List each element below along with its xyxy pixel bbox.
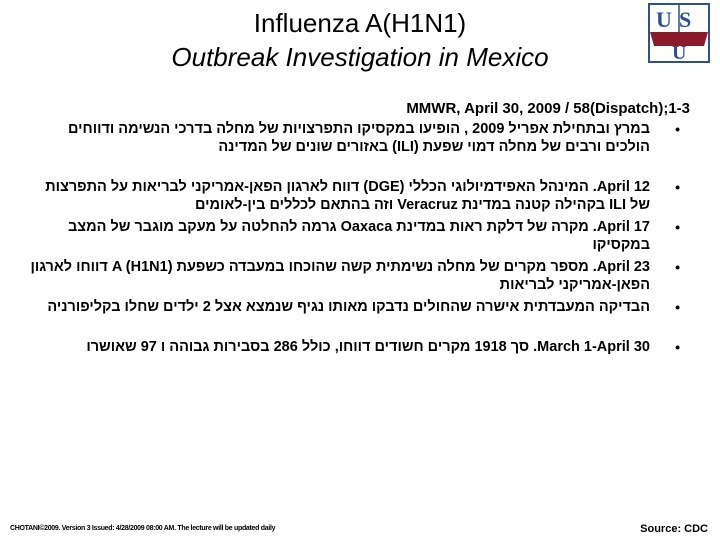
bullet-text: April 12. המינהל האפידמיולוגי הכללי (DGE) דווח לארגון הפאן-אמריקני לבריאות על התפרצות של ILI בקהילה קטנה במדינת Veracruz וזה בהתאם לכללים בין-לאומים bbox=[45, 179, 650, 213]
bullet-item bbox=[28, 178, 680, 214]
source-footer: Source: CDC bbox=[640, 523, 708, 535]
mmwr-citation: MMWR, April 30, 2009 / 58(Dispatch);1-3 bbox=[406, 100, 690, 117]
copyright-footer: CHOTANI©2009. Version 3 Issued: 4/28/2009 08:00 AM. The lecture will be updated daily bbox=[10, 525, 276, 532]
bullet-item bbox=[28, 338, 680, 356]
svg-text:U: U bbox=[672, 42, 687, 64]
bullet-text: הבדיקה המעבדתית אישרה שהחולים נדבקו מאותו נגיף שנמצא אצל 2 ילדים שחלו בקליפורניה bbox=[47, 299, 650, 315]
bullet-text: April 23. מספר מקרים של מחלה נשימתית קשה שהוכחו במעבדה כשפעת A (H1N1) דווחו לארגון הפאן-אמריקני לבריאות bbox=[30, 259, 650, 293]
bullet-item bbox=[28, 218, 680, 254]
bullet-item bbox=[28, 258, 680, 294]
bullet-dot-icon: • bbox=[675, 259, 680, 275]
bullet-dot-icon: • bbox=[675, 179, 680, 195]
bullet-text: במרץ ובתחילת אפריל 2009 , הופיעו במקסיקו התפרצויות של מחלה בדרכי הנשימה ודווחים הולכים ורבים של מחלה דמוי שפעת (ILI) באזורים שונים של המדינה bbox=[68, 121, 650, 155]
usu-shield-logo-icon bbox=[646, 2, 712, 64]
slide-subtitle: Outbreak Investigation in Mexico bbox=[171, 42, 549, 72]
bullet-item bbox=[28, 298, 680, 316]
slide-title: Influenza A(H1N1) bbox=[253, 8, 467, 38]
svg-text:S: S bbox=[679, 7, 692, 32]
bullet-text: March 1-April 30. סך 1918 מקרים חשודים דווחו, כולל 286 בסבירות גבוהה ו 97 שאושרו bbox=[86, 339, 650, 355]
bullet-item bbox=[28, 120, 680, 156]
bullet-dot-icon: • bbox=[675, 219, 680, 235]
bullet-dot-icon: • bbox=[675, 121, 680, 137]
bullet-dot-icon: • bbox=[675, 299, 680, 315]
bullet-list bbox=[28, 120, 680, 360]
bullet-dot-icon: • bbox=[675, 339, 680, 355]
bullet-text: April 17. מקרה של דלקת ראות במדינת Oaxaca גרמה להחלטה על מעקב מוגבר של המצב במקסיקו bbox=[67, 219, 650, 253]
svg-text:U: U bbox=[656, 7, 672, 32]
